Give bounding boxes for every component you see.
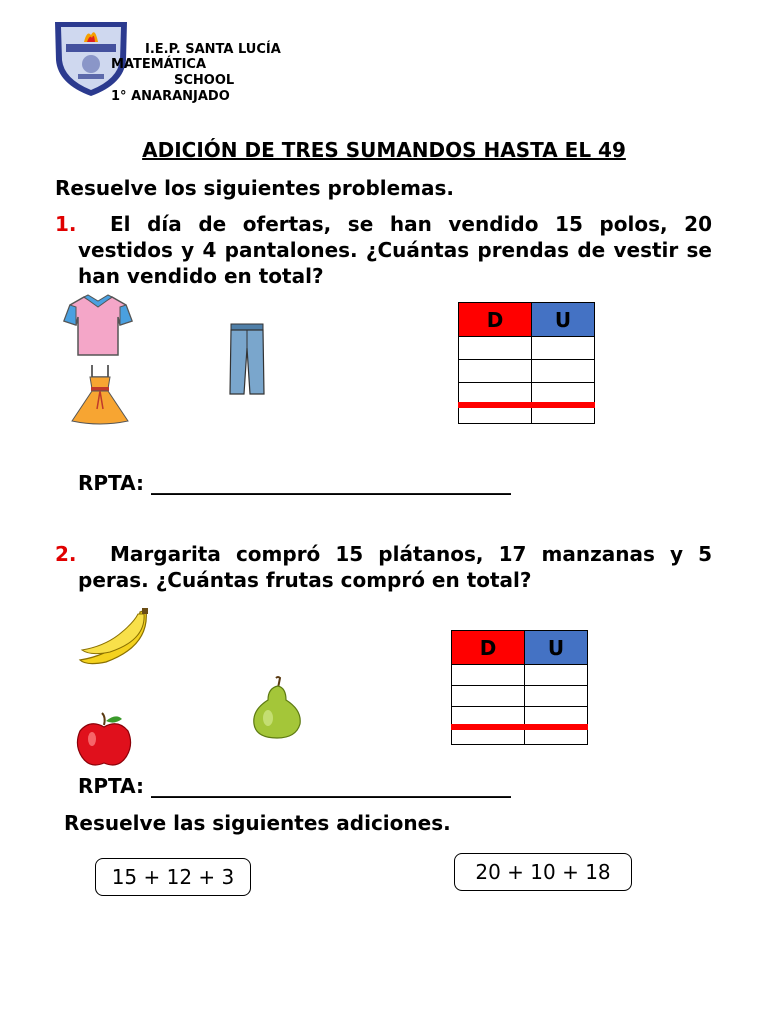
apple-icon bbox=[74, 711, 134, 769]
du-table-2 bbox=[451, 630, 588, 745]
table-cell[interactable] bbox=[452, 665, 525, 686]
school-name: I.E.P. SANTA LUCÍA bbox=[145, 42, 281, 57]
problem-2-text: Margarita compró 15 plátanos, 17 manzanas y 5 peras. ¿Cuántas frutas compró en total? bbox=[78, 542, 712, 592]
page-title: ADICIÓN DE TRES SUMANDOS HASTA EL 49 bbox=[142, 138, 626, 162]
shirt-icon bbox=[62, 293, 134, 359]
table-cell[interactable] bbox=[532, 360, 595, 383]
addition-box-1[interactable]: 15 + 12 + 3 bbox=[95, 858, 251, 896]
pear-icon bbox=[248, 674, 306, 740]
grade-label: 1° ANARANJADO bbox=[111, 89, 230, 104]
table-cell-result[interactable] bbox=[525, 727, 588, 745]
du-table-1 bbox=[458, 302, 595, 424]
table-cell[interactable] bbox=[459, 383, 532, 405]
problem-1-number: 1. bbox=[55, 212, 77, 236]
table-cell-result[interactable] bbox=[452, 727, 525, 745]
table-header-u: U bbox=[525, 631, 588, 665]
instruction-problems: Resuelve los siguientes problemas. bbox=[55, 176, 455, 200]
problem-1-text: El día de ofertas, se han vendido 15 polos, 20 vestidos y 4 pantalones. ¿Cuántas prendas de vestir se han vendido en total? bbox=[78, 212, 712, 288]
answer-line-1[interactable]: RPTA: ____________________________________ bbox=[78, 471, 511, 495]
table-cell-result[interactable] bbox=[459, 405, 532, 424]
jeans-icon bbox=[226, 322, 268, 396]
table-cell[interactable] bbox=[459, 337, 532, 360]
instruction-additions: Resuelve las siguientes adiciones. bbox=[64, 811, 451, 835]
table-header-u: U bbox=[532, 303, 595, 337]
table-cell[interactable] bbox=[459, 360, 532, 383]
table-cell[interactable] bbox=[525, 686, 588, 707]
addition-box-2[interactable]: 20 + 10 + 18 bbox=[454, 853, 632, 891]
banana-icon bbox=[76, 606, 152, 668]
table-cell[interactable] bbox=[532, 337, 595, 360]
table-cell-result[interactable] bbox=[532, 405, 595, 424]
answer-line-2[interactable]: RPTA: ____________________________________ bbox=[78, 774, 511, 798]
table-cell[interactable] bbox=[452, 686, 525, 707]
table-header-d: D bbox=[452, 631, 525, 665]
subject-label: MATEMÁTICA bbox=[111, 57, 207, 72]
table-cell[interactable] bbox=[452, 707, 525, 727]
problem-2-number: 2. bbox=[55, 542, 77, 566]
table-cell[interactable] bbox=[525, 707, 588, 727]
dress-icon bbox=[70, 363, 130, 425]
school-word: SCHOOL bbox=[174, 73, 235, 88]
table-header-d: D bbox=[459, 303, 532, 337]
table-cell[interactable] bbox=[525, 665, 588, 686]
table-cell[interactable] bbox=[532, 383, 595, 405]
